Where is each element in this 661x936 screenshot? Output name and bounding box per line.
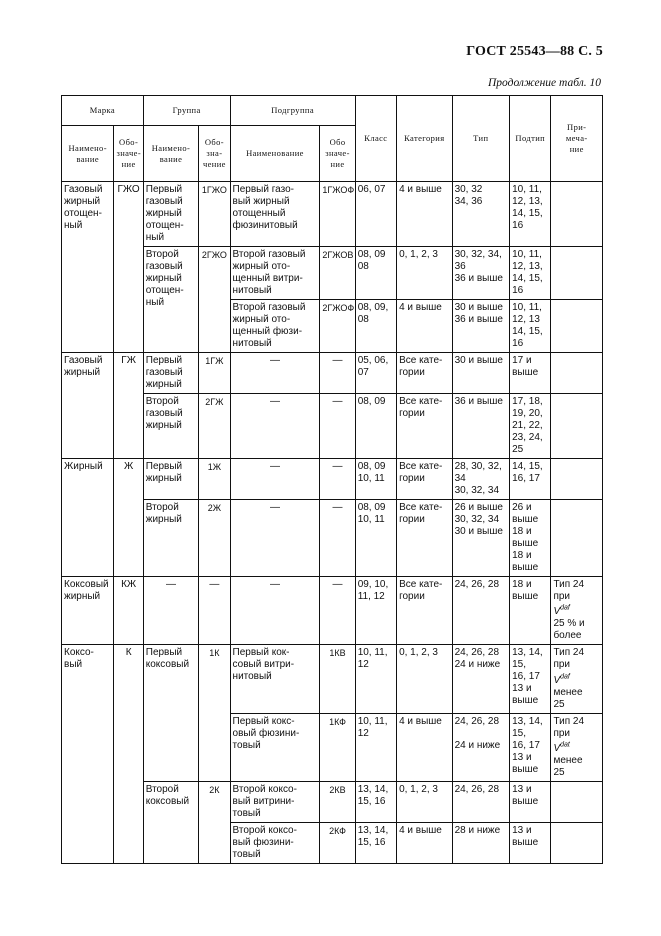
klass: 08, 09 10, 11 [355,500,396,577]
subgroup-code: 2ГЖОФ [320,300,355,353]
subgroup-code: 2ГЖОВ [320,247,355,300]
subgroup-name: Второй коксо- вый фюзини- товый [230,822,320,863]
group-code: — [199,577,230,645]
col-podgruppa: Подгруппа [230,96,355,126]
primech [551,182,603,247]
group-name: Второй газовый жирный отощен- ный [143,247,199,353]
kategoriya: Все кате- гории [397,394,453,459]
podtip: 14, 15, 16, 17 [510,459,551,500]
group-name: Второй коксовый [143,781,199,863]
kategoriya: Все кате- гории [397,500,453,577]
table-row [62,247,603,300]
col-podtip: Подтип [510,96,551,182]
group-code: 1К [199,645,230,782]
col-podgruppa-code: Обо значе- ние [320,126,355,182]
group-name: Второй газовый жирный [143,394,199,459]
group-name: Первый жирный [143,459,199,500]
tip: 30, 32, 34, 36 36 и выше [452,247,510,300]
group-code: 1ГЖ [199,353,230,394]
subgroup-code: — [320,500,355,577]
group-code: 2К [199,781,230,863]
tip: 30 и выше 36 и выше [452,300,510,353]
kategoriya: 0, 1, 2, 3 [397,645,453,713]
tip: 24, 26, 28 [452,577,510,645]
subgroup-name: Первый газо- вый жирный отощенный фюзинитовый [230,182,320,247]
klass: 06, 07 [355,182,396,247]
group-code: 2ГЖ [199,394,230,459]
marka-code: ГЖО [114,182,143,353]
group-code: 2Ж [199,500,230,577]
subgroup-name: — [230,459,320,500]
subgroup-code: — [320,353,355,394]
primech [551,353,603,394]
tip: 30 и выше [452,353,510,394]
kategoriya: 4 и выше [397,713,453,781]
primech [551,577,603,645]
volatile-symbol [553,675,569,686]
table-row [62,394,603,459]
kategoriya: 0, 1, 2, 3 [397,247,453,300]
tip: 26 и выше 30, 32, 34 30 и выше [452,500,510,577]
subgroup-code: — [320,394,355,459]
podtip: 18 и выше [510,577,551,645]
subgroup-name: — [230,577,320,645]
col-marka: Марка [62,96,144,126]
col-marka-code: Обо- значе- ние [114,126,143,182]
marka-code: ГЖ [114,353,143,459]
marka-code: К [114,645,143,864]
primech [551,459,603,500]
v-superscript: daf [560,605,570,612]
klass: 08, 09 08 [355,247,396,300]
table-row [62,500,603,577]
klass: 10, 11, 12 [355,645,396,713]
subgroup-code: 1КВ [320,645,355,713]
tip: 30, 32 34, 36 [452,182,510,247]
note-text: менее 25 [553,686,583,710]
table-row [62,353,603,394]
volatile-symbol [553,743,569,754]
kategoriya: 4 и выше [397,182,453,247]
volatile-symbol [553,606,569,617]
marka-name: Коксовый жирный [62,577,114,645]
marka-code: КЖ [114,577,143,645]
klass: 09, 10, 11, 12 [355,577,396,645]
primech [551,645,603,713]
col-kategoriya: Категория [397,96,453,182]
v-letter: V [553,674,561,686]
kategoriya: Все кате- гории [397,353,453,394]
note-text: Тип 24 при [553,715,585,739]
primech [551,247,603,300]
klass: 08, 09, 08 [355,300,396,353]
podtip: 10, 11, 12, 13, 14, 15, 16 [510,247,551,300]
table-continuation-label: Продолжение табл. 10 [488,77,601,89]
subgroup-code: 1КФ [320,713,355,781]
col-klass: Класс [355,96,396,182]
group-name: Первый газовый жирный отощен- ный [143,182,199,247]
note-text: Тип 24 при [553,647,585,671]
note-text: 25 % и более [553,618,585,642]
coal-classification-table [61,95,603,864]
kategoriya: 4 и выше [397,300,453,353]
col-gruppa-name: Наимено- вание [143,126,199,182]
podtip: 13 и выше [510,781,551,822]
col-gruppa: Группа [143,96,230,126]
kategoriya: Все кате- гории [397,577,453,645]
primech [551,822,603,863]
klass: 08, 09 [355,394,396,459]
podtip: 17 и выше [510,353,551,394]
v-superscript: dat [560,741,570,749]
primech [551,500,603,577]
primech [551,394,603,459]
group-name: — [143,577,199,645]
table-row [62,781,603,822]
podtip: 26 и выше 18 и выше 18 и выше [510,500,551,577]
group-code: 1ГЖО [199,182,230,247]
table-row [62,182,603,247]
marka-name: Жирный [62,459,114,577]
tip: 28, 30, 32, 34 30, 32, 34 [452,459,510,500]
podtip: 13, 14, 15, 16, 17 13 и выше [510,645,551,713]
v-superscript: daf [560,673,570,681]
note-text: Тип 24 при [553,579,585,602]
subgroup-code: — [320,577,355,645]
tip: 28 и ниже [452,822,510,863]
klass: 08, 09 10, 11 [355,459,396,500]
subgroup-name: Второй газовый жирный ото- щенный фюзи- нитовый [230,300,320,353]
table-row [62,577,603,645]
subgroup-name: Первый кок- совый витри- нитовый [230,645,320,713]
marka-name: Коксо- вый [62,645,114,864]
col-tip: Тип [452,96,510,182]
primech [551,300,603,353]
marka-code: Ж [114,459,143,577]
group-name: Второй жирный [143,500,199,577]
klass: 05, 06, 07 [355,353,396,394]
note-text: менее 25 [553,754,583,778]
podtip: 13 и выше [510,822,551,863]
podtip: 17, 18, 19, 20, 21, 22, 23, 24, 25 [510,394,551,459]
kategoriya: Все кате- гории [397,459,453,500]
col-gruppa-code: Обо- зна- чение [199,126,230,182]
kategoriya: 0, 1, 2, 3 [397,781,453,822]
subgroup-name: — [230,394,320,459]
tip: 24, 26, 28 24 и ниже [452,645,510,713]
subgroup-name: Первый кокс- овый фюзини- товый [230,713,320,781]
tip: 36 и выше [452,394,510,459]
v-letter: V [553,742,561,754]
subgroup-name: Второй газовый жирный ото- щенный витри- нитовый [230,247,320,300]
subgroup-name: — [230,353,320,394]
group-name: Первый газовый жирный [143,353,199,394]
klass: 10, 11, 12 [355,713,396,781]
table-row [62,459,603,500]
klass: 13, 14, 15, 16 [355,822,396,863]
col-marka-name: Наимено- вание [62,126,114,182]
marka-name: Газовый жирный [62,353,114,459]
col-podgruppa-name: Наименование [230,126,320,182]
group-name: Первый коксовый [143,645,199,782]
v-letter: V [553,606,561,618]
subgroup-code: 2КВ [320,781,355,822]
marka-name: Газовый жирный отощен- ный [62,182,114,353]
subgroup-name: Второй коксо- вый витрини- товый [230,781,320,822]
tip: 24, 26, 28 [452,781,510,822]
subgroup-code: 1ГЖОФ [320,182,355,247]
podtip: 10, 11, 12, 13, 14, 15, 16 [510,182,551,247]
podtip: 10, 11, 12, 13 14, 15, 16 [510,300,551,353]
subgroup-code: 2КФ [320,822,355,863]
primech [551,781,603,822]
podtip: 13, 14, 15, 16, 17 13 и выше [510,713,551,781]
group-code: 2ГЖО [199,247,230,353]
col-primech: При- меча- ние [551,96,603,182]
page-header: ГОСТ 25543—88 С. 5 [466,44,603,59]
table-row [62,645,603,713]
klass: 13, 14, 15, 16 [355,781,396,822]
subgroup-code: — [320,459,355,500]
group-code: 1Ж [199,459,230,500]
subgroup-name: — [230,500,320,577]
tip: 24, 26, 28 24 и ниже [452,713,510,781]
kategoriya: 4 и выше [397,822,453,863]
primech [551,713,603,781]
